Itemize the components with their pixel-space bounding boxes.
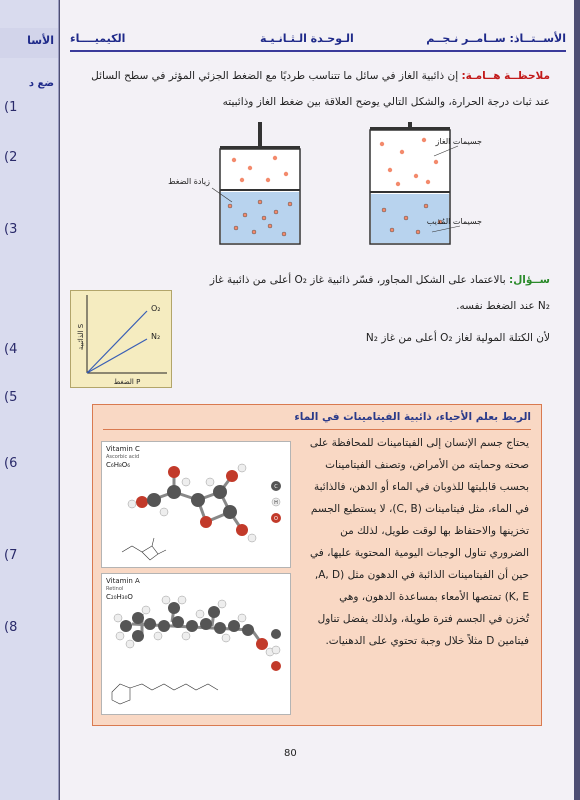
note-line-2: عند ثبات درجة الحرارة، والشكل التالي يوضح العلاقة بين ضغط الغاز وذائبيته — [222, 96, 550, 108]
vitamin-a-molecule-model — [102, 574, 290, 714]
box-text-line: تخزينها والاحتفاظ بها لوقت طويل، لذلك من — [340, 525, 529, 537]
left-page-title: الأسا — [27, 34, 54, 47]
left-page-edge — [0, 0, 59, 800]
vitamin-a-name: Vitamin A — [106, 577, 140, 585]
box-title: الربط بعلم الأحياء، ذائبية الفيتامينات في الماء — [294, 411, 531, 423]
page-number: 80 — [284, 748, 297, 759]
series-label-n2: N₂ — [151, 332, 161, 341]
left-page-number: (3 — [4, 222, 18, 237]
series-label-o2: O₂ — [151, 304, 161, 313]
header-divider — [70, 50, 566, 52]
left-page-number: (5 — [4, 390, 18, 405]
page-header — [70, 28, 566, 50]
left-page-subtitle: ضع د — [28, 78, 54, 89]
question-line-1 — [90, 274, 550, 286]
left-page-number: (4 — [4, 342, 18, 357]
vitamin-a-formula: C₂₀H₃₀O — [106, 593, 133, 601]
graph-y-label: الذائبية S — [77, 323, 85, 351]
gas-pressure-figure — [168, 122, 490, 264]
left-page-number: (1 — [4, 100, 18, 115]
box-text-line: حين أن الفيتامينات الذائبة في الدهون مثل (A, D, — [314, 569, 529, 581]
biology-connection-box — [92, 404, 542, 726]
note-line-1 — [90, 70, 550, 82]
vitamin-c-formula: C₆H₈O₆ — [106, 461, 131, 469]
vitamin-a-card — [101, 573, 291, 715]
pressure-increase-label: زيادة الضغط — [168, 177, 210, 186]
box-text-line: تُخزن في الجسم فترة طويلة، ولذلك يفضل تناول — [317, 613, 529, 625]
solubility-graph — [70, 290, 172, 388]
graph-x-label: الضغط P — [113, 378, 141, 386]
left-page-number: (2 — [4, 150, 18, 165]
solute-particles-label: جسيمات المُذيب — [426, 217, 482, 226]
box-text-line: فيتامين D مثلاً خلال وجبة تحتوي على الدهنيات. — [325, 635, 529, 647]
legend-oxygen: O — [274, 516, 278, 522]
series-line-n2 — [87, 339, 147, 373]
question-answer: لأن الكتلة المولية لغاز O₂ أعلى من غاز N₂ — [365, 332, 550, 344]
note-text-1: إن ذائبية الغاز في سائل ما تتناسب طرديًا مع الضغط الجزئي المؤثر في سطح السائل — [91, 70, 459, 82]
box-text-line: في الماء، مثل فيتامينات (C, B)، لا يستطيع الجسم — [310, 503, 529, 515]
vitamin-c-molecule-model — [102, 442, 290, 567]
box-text-line: يحتاج جسم الإنسان إلى الفيتامينات للمحافظة على — [309, 437, 529, 449]
box-text-line: K, E) تمتصها الأمعاء بمساعدة الدهون، وهي — [339, 591, 529, 603]
gas-particles-label: جسيمات الغاز — [435, 137, 482, 146]
box-title-divider — [103, 429, 531, 430]
box-text-line: صحته وحمايته من الأمراض، وتصنف الفيتامينات — [325, 459, 529, 471]
header-subject: الكيميــــاء — [70, 32, 126, 45]
vitamin-c-name: Vitamin C — [106, 445, 140, 453]
vitamin-c-card — [101, 441, 291, 568]
header-teacher: الأســتــاذ: ســامــر نـجــم — [426, 32, 566, 45]
question-label: ســؤال: — [509, 274, 550, 286]
box-text-line: بحسب قابليتها للذوبان في الماء أو الدهن، فالذائبة — [313, 481, 529, 493]
series-line-o2 — [87, 311, 147, 373]
textbook-page — [60, 0, 574, 800]
left-page-number: (8 — [4, 620, 18, 635]
left-page-number: (6 — [4, 456, 18, 471]
question-text-1: بالاعتماد على الشكل المجاور، فسّر ذائبية غاز O₂ أعلى من ذائبية غاز — [209, 274, 506, 286]
vitamin-a-subname: Retinol — [106, 586, 124, 592]
note-label: ملاحظــة هــامـة: — [461, 70, 550, 82]
question-line-2: N₂ عند الضغط نفسه. — [456, 300, 550, 312]
legend-hydrogen: H — [274, 500, 278, 506]
legend-carbon: C — [274, 484, 278, 490]
left-page-number: (7 — [4, 548, 18, 563]
vitamin-c-subname: Ascorbic acid — [106, 454, 140, 460]
header-unit: الـوحـدة الـثـانـيـة — [260, 32, 354, 45]
container-high-pressure — [220, 122, 300, 244]
box-text-line: الضروري تناول الوجبات اليومية المحتوية عليها، في — [309, 547, 529, 559]
